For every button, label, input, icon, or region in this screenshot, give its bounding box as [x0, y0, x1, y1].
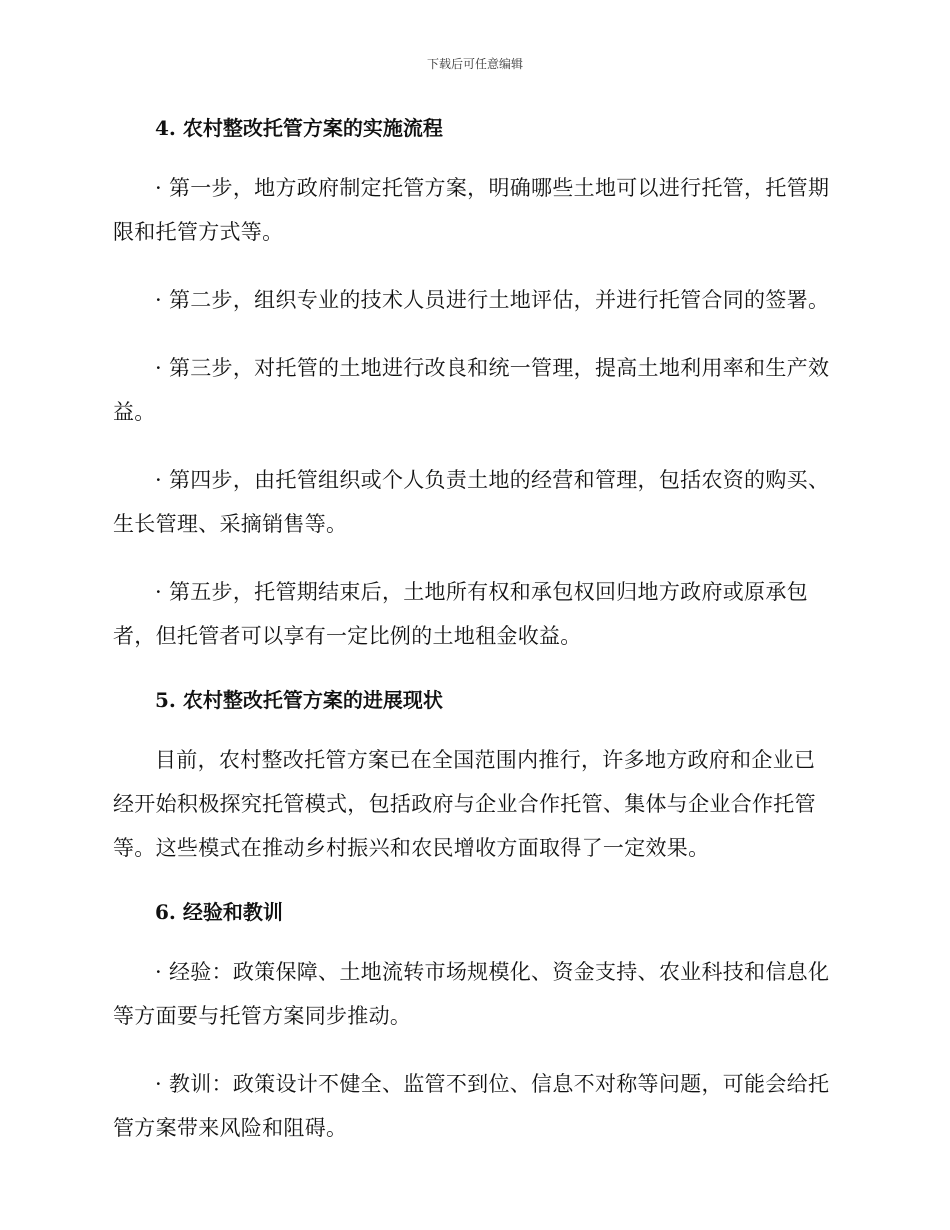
section-heading-implementation: 4. 农村整改托管方案的实施流程 — [155, 116, 443, 140]
step-one-paragraph: · 第一步，地方政府制定托管方案，明确哪些土地可以进行托管，托管期限和托管方式等。 — [113, 176, 830, 244]
experience-paragraph: · 经验：政策保障、土地流转市场规模化、资金支持、农业科技和信息化等方面要与托管方案同步推动。 — [113, 960, 830, 1028]
page-header-note: 下载后可任意编辑 — [426, 57, 523, 71]
section-heading-progress: 5. 农村整改托管方案的进展现状 — [155, 688, 443, 712]
section-heading-lessons: 6. 经验和教训 — [155, 900, 283, 924]
step-four-paragraph: · 第四步，由托管组织或个人负责土地的经营和管理，包括农资的购买、生长管理、采摘销售等。 — [113, 468, 830, 536]
step-five-paragraph: · 第五步，托管期结束后，土地所有权和承包权回归地方政府或原承包者，但托管者可以享有一定比例的土地租金收益。 — [113, 580, 808, 648]
progress-paragraph: 目前，农村整改托管方案已在全国范围内推行，许多地方政府和企业已经开始积极探究托管模式，包括政府与企业合作托管、集体与企业合作托管等。这些模式在推动乡村振兴和农民增收方面取得了一定效果。 — [113, 748, 816, 860]
lesson-paragraph: · 教训：政策设计不健全、监管不到位、信息不对称等问题，可能会给托管方案带来风险和阻碍。 — [113, 1072, 830, 1140]
step-three-paragraph: · 第三步，对托管的土地进行改良和统一管理，提高土地利用率和生产效益。 — [113, 356, 830, 424]
step-two-paragraph: · 第二步，组织专业的技术人员进行土地评估，并进行托管合同的签署。 — [155, 288, 830, 312]
document-body — [113, 110, 831, 1174]
